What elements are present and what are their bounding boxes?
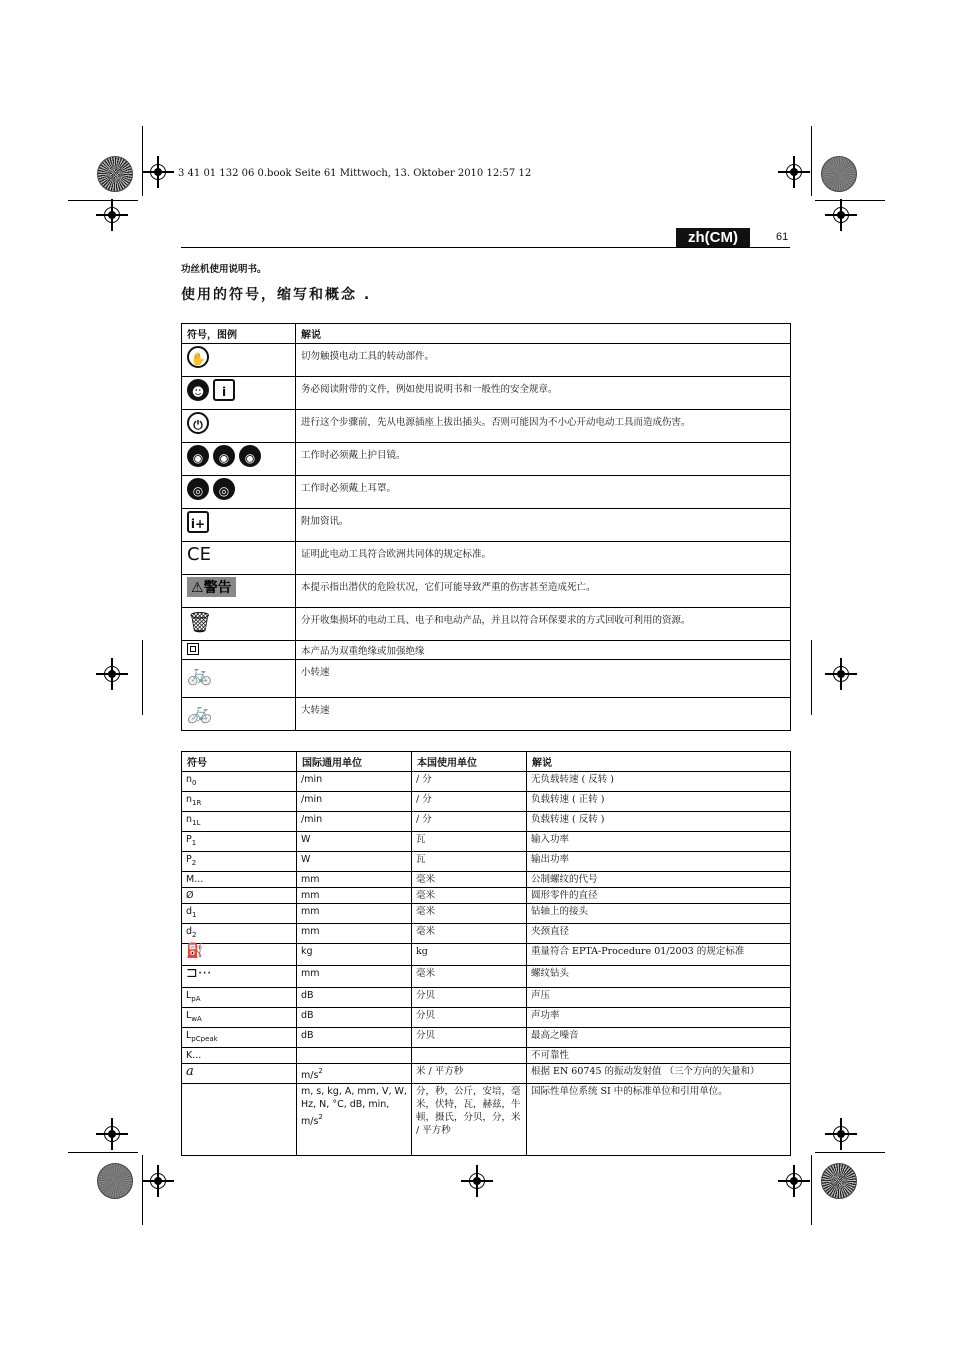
language-tag: zh(CM) [676, 228, 750, 248]
color-registration-icon [97, 156, 133, 192]
local-unit: 分贝 [412, 1008, 527, 1028]
symbol-description: 附加资讯。 [296, 509, 791, 542]
local-unit: kg [412, 944, 527, 966]
page-number: 61 [776, 231, 789, 243]
local-unit: 分贝 [412, 988, 527, 1008]
unit-symbol: P [186, 854, 192, 865]
unit-symbol-cell [182, 944, 297, 966]
table-header-row [182, 752, 791, 772]
symbol-description: 分开收集损坏的电动工具、电子和电动产品，并且以符合环保要求的方式回收可利用的资源。 [296, 608, 791, 641]
book-info-line: 3 41 01 132 06 0.book Seite 61 Mittwoch, 13. Oktober 2010 12:57 12 [178, 168, 532, 179]
unit-description: 负载转速 ( 正转 ) [527, 792, 791, 812]
table-row [182, 1084, 791, 1156]
table-row [182, 944, 791, 966]
double-insulation-icon [187, 643, 199, 655]
intl-unit-superscript: 2 [318, 1113, 323, 1121]
table-row [182, 792, 791, 812]
intl-unit-cell [297, 832, 412, 852]
intl-unit-cell [297, 966, 412, 988]
unit-description: 输入功率 [527, 832, 791, 852]
registration-mark-icon [833, 207, 849, 223]
weight-icon: ⛽ [186, 943, 204, 959]
table-row [182, 904, 791, 924]
units-table [181, 751, 791, 1156]
unit-symbol: L [186, 1030, 192, 1041]
table-row [182, 344, 791, 377]
unit-symbol-cell [182, 872, 297, 888]
warning-icon: ⚠警告 [187, 577, 236, 597]
intl-unit: /min [301, 794, 323, 805]
ear-protection-icon: ◎ [187, 478, 209, 500]
table-row [182, 772, 791, 792]
unit-symbol: n [186, 774, 193, 785]
crossed-bin-icon: 🗑 [187, 610, 213, 634]
crop-mark [815, 200, 885, 201]
unit-symbol-cell [182, 1084, 297, 1156]
units-table-body [182, 772, 791, 1156]
page-title: 使用的符号，缩写和概念 . [181, 287, 372, 303]
symbol-description: 务必阅读附带的文件，例如使用说明书和一般性的安全规章。 [296, 377, 791, 410]
table-header-row [182, 324, 791, 344]
unit-description: 最高之噪音 [527, 1028, 791, 1048]
intl-unit-cell [297, 852, 412, 872]
ear-muffs-icon: ◎ [213, 478, 235, 500]
unit-description: 负载转速 ( 反转 ) [527, 812, 791, 832]
intl-unit: /min [301, 774, 323, 785]
intl-unit: dB [301, 990, 314, 1001]
intl-unit-cell [297, 1048, 412, 1064]
intl-unit-cell [297, 792, 412, 812]
intl-unit: dB [301, 1030, 314, 1041]
table-row [182, 966, 791, 988]
table-row [182, 575, 791, 608]
column-header-symbol: 符号，图例 [182, 324, 296, 344]
unit-description: 圆形零件的直径 [527, 888, 791, 904]
unit-symbol-subscript: 2 [192, 931, 197, 939]
unit-description: 根据 EN 60745 的振动发射值 （三个方向的矢量和） [527, 1064, 791, 1084]
intl-unit-cell [297, 988, 412, 1008]
local-unit: 分贝 [412, 1028, 527, 1048]
unit-symbol-cell [182, 966, 297, 988]
intl-unit: m, s, kg, A, mm, V, W, Hz, N, °C, dB, min, m/s [301, 1086, 407, 1127]
registration-mark-icon [104, 1126, 120, 1142]
unit-description: 输出功率 [527, 852, 791, 872]
no-touch-icon: ✋ [187, 346, 209, 368]
unit-symbol-subscript: 1 [191, 839, 197, 847]
color-registration-icon [821, 1163, 857, 1199]
symbol-description: 大转速 [296, 698, 791, 731]
intl-unit: /min [301, 814, 323, 825]
symbol-description: 工作时必须戴上耳罩。 [296, 476, 791, 509]
local-unit: 毫米 [412, 872, 527, 888]
unit-symbol: L [186, 990, 192, 1001]
unit-description: 钻轴上的接头 [527, 904, 791, 924]
intl-unit-cell [297, 924, 412, 944]
unit-symbol-cell [182, 888, 297, 904]
intl-unit-cell [297, 1008, 412, 1028]
unit-symbol-subscript: 2 [191, 859, 197, 867]
unit-symbol-cell [182, 792, 297, 812]
registration-mark-icon [833, 1126, 849, 1142]
intl-unit: W [301, 834, 311, 845]
ce-mark-icon: CE [187, 544, 211, 565]
registration-mark-icon [150, 164, 166, 180]
crop-mark [815, 1152, 885, 1153]
unit-symbol-cell [182, 1028, 297, 1048]
table-row [182, 641, 791, 660]
tap-icon: ⊐⋯ [186, 965, 212, 981]
unit-description: 无负载转速 ( 反转 ) [527, 772, 791, 792]
crop-mark [142, 640, 143, 715]
intl-unit: dB [301, 1010, 314, 1021]
crop-mark [142, 126, 143, 196]
unit-symbol-subscript: wA [191, 1015, 202, 1023]
goggles-icon: ◉ [239, 445, 261, 467]
intl-unit-cell [297, 1064, 412, 1084]
intl-unit-superscript: 2 [318, 1067, 323, 1075]
symbols-table [181, 323, 791, 731]
local-unit: 毫米 [412, 966, 527, 988]
info-icon: i+ [187, 511, 209, 533]
registration-mark-icon [786, 164, 802, 180]
table-row [182, 872, 791, 888]
local-unit: 毫米 [412, 888, 527, 904]
unit-symbol: n [186, 794, 193, 805]
registration-mark-icon [833, 666, 849, 682]
eye-protection-icon: ◉ [187, 445, 209, 467]
unit-symbol: a [186, 1064, 194, 1079]
manual-book-icon: i [213, 379, 235, 401]
unit-symbol: L [186, 1010, 192, 1021]
local-unit: 毫米 [412, 924, 527, 944]
crop-mark [142, 1155, 143, 1225]
crop-mark [68, 1152, 138, 1153]
intl-unit-cell [297, 944, 412, 966]
symbol-description: 本提示指出潜伏的危险状况，它们可能导致严重的伤害甚至造成死亡。 [296, 575, 791, 608]
table-row [182, 1064, 791, 1084]
intl-unit: mm [301, 890, 320, 901]
warning-label: 警告 [203, 580, 232, 596]
slow-bicycle-icon: 🚲 [187, 662, 212, 686]
crop-mark [811, 1155, 812, 1225]
table-row [182, 812, 791, 832]
table-row [182, 608, 791, 641]
table-row [182, 660, 791, 698]
registration-mark-icon [104, 207, 120, 223]
unit-symbol-subscript: 1L [192, 819, 201, 827]
intl-unit: mm [301, 968, 320, 979]
unit-description: 螺纹钻头 [527, 966, 791, 988]
table-row [182, 443, 791, 476]
symbol-description: 切勿触摸电动工具的转动部件。 [296, 344, 791, 377]
registration-mark-icon [786, 1173, 802, 1189]
intl-unit: m/s [301, 1070, 319, 1081]
unit-symbol-cell [182, 1008, 297, 1028]
read-manual-icon: ☻ [187, 379, 209, 401]
table-row [182, 476, 791, 509]
unit-symbol-subscript: pA [191, 995, 201, 1003]
unit-symbol-cell [182, 772, 297, 792]
unit-symbol-cell [182, 988, 297, 1008]
crop-mark [68, 200, 138, 201]
unit-symbol-cell [182, 852, 297, 872]
intl-unit-cell [297, 812, 412, 832]
unit-symbol: P [186, 834, 192, 845]
unit-symbol-cell [182, 1064, 297, 1084]
table-row [182, 509, 791, 542]
intl-unit: mm [301, 906, 320, 917]
unit-description: 重量符合 EPTA-Procedure 01/2003 的规定标准 [527, 944, 791, 966]
intl-unit-cell [297, 904, 412, 924]
unit-description: 声功率 [527, 1008, 791, 1028]
unit-symbol: n [186, 814, 193, 825]
table-row [182, 852, 791, 872]
face-shield-icon: ◉ [213, 445, 235, 467]
local-unit: 米 / 平方秒 [412, 1064, 527, 1084]
registration-mark-icon [104, 666, 120, 682]
header-rule [181, 247, 790, 248]
column-header: 符号 [182, 752, 297, 772]
local-unit: / 分 [412, 792, 527, 812]
intl-unit: kg [301, 946, 313, 957]
local-unit: 瓦 [412, 832, 527, 852]
table-row [182, 377, 791, 410]
unit-description: 声压 [527, 988, 791, 1008]
registration-mark-icon [150, 1173, 166, 1189]
symbol-description: 本产品为双重绝缘或加强绝缘 [296, 641, 791, 660]
local-unit: / 分 [412, 812, 527, 832]
color-registration-icon [821, 156, 857, 192]
unit-description: 公制螺纹的代号 [527, 872, 791, 888]
column-header: 解说 [527, 752, 791, 772]
table-row [182, 410, 791, 443]
unit-symbol-cell [182, 924, 297, 944]
intl-unit-cell [297, 888, 412, 904]
column-header: 本国使用单位 [412, 752, 527, 772]
local-unit [412, 1048, 527, 1064]
intl-unit: mm [301, 874, 320, 885]
table-row [182, 924, 791, 944]
table-row [182, 888, 791, 904]
table-row [182, 1028, 791, 1048]
registration-mark-icon [469, 1173, 485, 1189]
intl-unit: W [301, 854, 311, 865]
table-row [182, 1008, 791, 1028]
unit-symbol: K... [186, 1050, 202, 1061]
unit-symbol-cell [182, 812, 297, 832]
symbol-description: 小转速 [296, 660, 791, 698]
table-row [182, 988, 791, 1008]
unit-symbol-subscript: 0 [192, 779, 197, 787]
intl-unit-cell [297, 772, 412, 792]
symbol-description: 进行这个步骤前，先从电源插座上拔出插头。否则可能因为不小心开动电动工具而造成伤害。 [296, 410, 791, 443]
local-unit: / 分 [412, 772, 527, 792]
unit-symbol-subscript: 1R [192, 799, 202, 807]
unit-symbol: M... [186, 874, 204, 885]
table-row [182, 832, 791, 852]
intl-unit-cell [297, 1028, 412, 1048]
table-row [182, 1048, 791, 1064]
manual-subtitle: 功丝机使用说明书。 [181, 264, 267, 275]
unit-description: 不可靠性 [527, 1048, 791, 1064]
unit-symbol-subscript: 1 [192, 911, 197, 919]
table-row [182, 542, 791, 575]
unit-symbol-cell [182, 904, 297, 924]
unit-symbol: d [186, 906, 193, 917]
crop-mark [811, 126, 812, 196]
unit-description: 夹颈直径 [527, 924, 791, 944]
unit-symbol-cell [182, 1048, 297, 1064]
local-unit: 分，秒，公斤，安培，毫米，伏特，瓦，赫兹，牛顿，摄氏，分贝，分，米 / 平方秒 [412, 1084, 527, 1156]
local-unit: 毫米 [412, 904, 527, 924]
column-header-description: 解说 [296, 324, 791, 344]
crop-mark [811, 640, 812, 715]
local-unit: 瓦 [412, 852, 527, 872]
unit-symbol: d [186, 926, 193, 937]
intl-unit: mm [301, 926, 320, 937]
unit-description: 国际性单位系统 SI 中的标准单位和引用单位。 [527, 1084, 791, 1156]
symbol-description: 工作时必须戴上护目镜。 [296, 443, 791, 476]
fast-bicycle-icon: 🚲 [187, 700, 212, 724]
table-row [182, 698, 791, 731]
intl-unit-cell [297, 1084, 412, 1156]
symbol-description: 证明此电动工具符合欧洲共同体的规定标准。 [296, 542, 791, 575]
unplug-icon: ⏻ [187, 412, 209, 434]
column-header: 国际通用单位 [297, 752, 412, 772]
unit-symbol-cell [182, 832, 297, 852]
intl-unit-cell [297, 872, 412, 888]
color-registration-icon [97, 1163, 133, 1199]
unit-symbol: Ø [186, 890, 194, 901]
unit-symbol-subscript: pCpeak [191, 1035, 218, 1043]
